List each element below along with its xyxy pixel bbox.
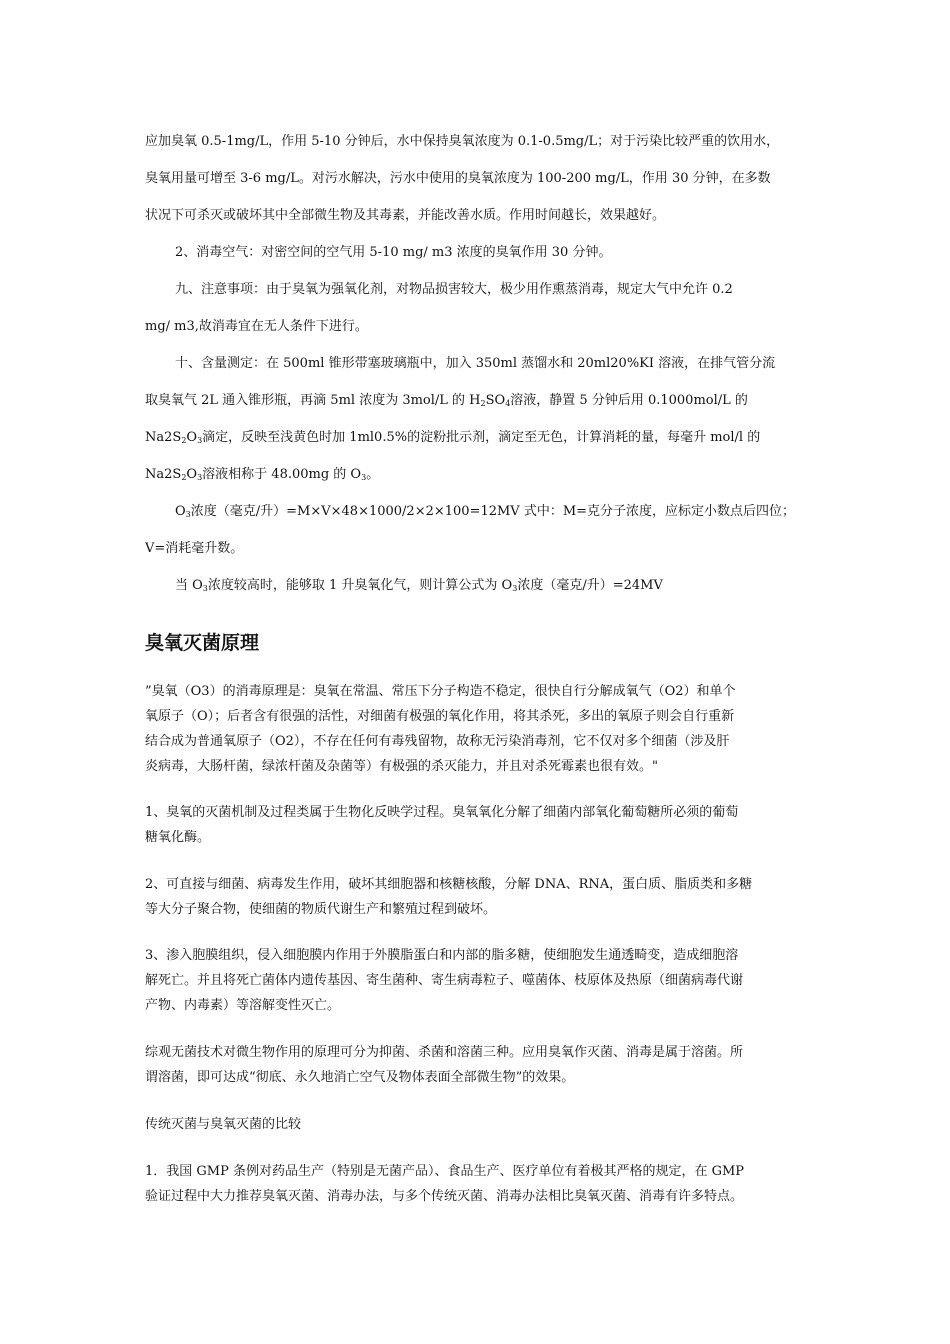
formula-line: $O_3$浓度（毫克/升）=M×V×48×1000/2×2×100=12MV 式中：M=克分子浓度，应标定小数点后四位； bbox=[175, 504, 796, 519]
precautions-line: mg/ m3,故消毒宜在无人条件下进行。 bbox=[145, 319, 368, 334]
intro-line: 炎病毒，大肠杆菌，绿浓杆菌及杂菌等）有极强的杀灭能力，并且对杀死霉素也很有效。" bbox=[145, 759, 658, 774]
paragraph-line: 1．我国 GMP 条例对药品生产（特别是无菌产品）、食品生产、医疗单位有着极其严格的规定，在 GMP bbox=[145, 1164, 745, 1179]
paragraph-line: 解死亡。并且将死亡菌体内遗传基因、寄生菌种、寄生病毒粒子、噬菌体、枝原体及热原（细菌病毒代谢 bbox=[145, 973, 744, 988]
section-heading: 臭氧灭菌原理 bbox=[145, 632, 260, 654]
paragraph-line: 臭氧用量可增至 3-6 mg/L。对污水解决，污水中使用的臭氧浓度为 100-200 mg/L，作用 30 分钟，在多数 bbox=[145, 171, 771, 186]
paragraph-line: 综观无菌技术对微生物作用的原理可分为抑菌、杀菌和溶菌三种。应用臭氧作灭菌、消毒是属于溶菌。所 bbox=[145, 1045, 744, 1060]
paragraph-line: 应加臭氧 0.5-1mg/L，作用 5-10 分钟后，水中保持臭氧浓度为 0.1-0.5mg/L；对于污染比较严重的饮用水， bbox=[145, 134, 780, 149]
intro-line: 结合成为普通氧原子（O2），不存在任何有毒残留物，故称无污染消毒剂，它不仅对多个细菌（涉及肝 bbox=[145, 734, 730, 749]
paragraph-line: 验证过程中大力推荐臭氧灭菌、消毒办法，与多个传统灭菌、消毒办法相比臭氧灭菌、消毒有许多特点。 bbox=[145, 1189, 744, 1204]
air-disinfection-paragraph: 2、消毒空气：对密空间的空气用 5-10 mg/ m3 浓度的臭氧作用 30 分钟。 bbox=[175, 245, 612, 260]
paragraph-line: 2、可直接与细菌、病毒发生作用，破坏其细胞器和核糖核酸，分解 DNA、RNA，蛋白质、脂质类和多糖 bbox=[145, 877, 753, 892]
paragraph-line: 3、渗入胞膜组织，侵入细胞膜内作用于外膜脂蛋白和内部的脂多糖，使细胞发生通透畸变，造成细胞溶 bbox=[145, 948, 739, 963]
paragraph-line: 等大分子聚合物，使细菌的物质代谢生产和繁殖过程到破坏。 bbox=[145, 902, 497, 917]
paragraph-line: 糖氧化酶。 bbox=[145, 830, 211, 845]
paragraph-line: 1、臭氧的灭菌机制及过程类属于生物化反映学过程。臭氧氧化分解了细菌内部氧化葡萄糖所必须的葡萄 bbox=[145, 805, 739, 820]
intro-line: ”臭氧（O3）的消毒原理是：臭氧在常温、常压下分子构造不稳定，很快自行分解成氧气（O2）和单个 bbox=[145, 684, 736, 699]
paragraph-line: 产物、内毒素）等溶解变性灭亡。 bbox=[145, 998, 341, 1013]
comparison-title: 传统灭菌与臭氧灭菌的比较 bbox=[145, 1117, 302, 1132]
intro-line: 氧原子（O）；后者含有很强的活性，对细菌有极强的氧化作用，将其杀死，多出的氧原子则会自行重新 bbox=[145, 709, 735, 724]
paragraph-line: 谓溶菌，即可达成“彻底、永久地消亡空气及物体表面全部微生物”的效果。 bbox=[145, 1070, 575, 1085]
precautions-line: 九、注意事项：由于臭氧为强氧化剂，对物品损害较大，极少用作熏蒸消毒，规定大气中允许 0.2 bbox=[175, 282, 733, 297]
high-concentration-line: 当 $O_3$浓度较高时，能够取 1 升臭氧化气，则计算公式为 $O_3$浓度（毫克/升）=24MV bbox=[175, 578, 663, 593]
assay-line: 十、含量测定：在 500ml 锥形带塞玻璃瓶中，加入 350ml 蒸馏水和 20ml20%KI 溶液，在排气管分流 bbox=[175, 356, 776, 371]
assay-line: $Na2S_2O_3$溶液相称于 48.00mg 的 $O_3$。 bbox=[145, 467, 380, 482]
assay-line: 取臭氧气 2L 通入锥形瓶，再滴 5ml 浓度为 3mol/L 的 $H_2SO_4$溶液，静置 5 分钟后用 0.1000mol/L 的 bbox=[145, 393, 748, 408]
formula-line: V=消耗毫升数。 bbox=[145, 541, 244, 556]
assay-line: $Na2S_2O_3$滴定，反映至浅黄色时加 1ml0.5%的淀粉批示剂，滴定至无色，计算消耗的量，每毫升 mol/l 的 bbox=[145, 430, 761, 445]
paragraph-line: 状况下可杀灭或破坏其中全部微生物及其毒素，并能改善水质。作用时间越长，效果越好。 bbox=[145, 208, 666, 223]
